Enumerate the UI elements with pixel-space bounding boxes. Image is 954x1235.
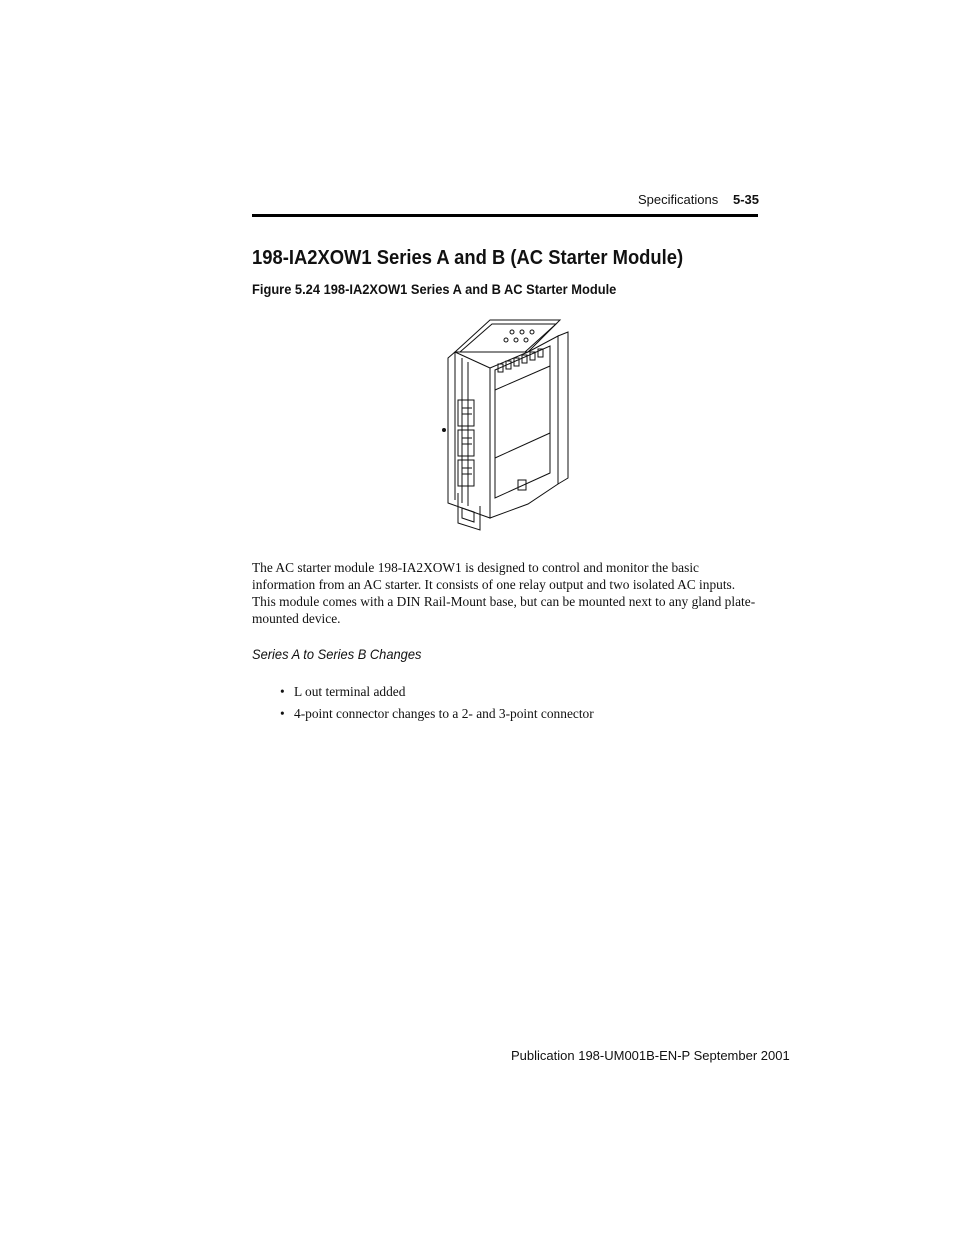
list-item-text: L out terminal added (294, 684, 406, 699)
list-item (280, 683, 594, 705)
figure-caption: Figure 5.24 198-IA2XOW1 Series A and B AC Starter Module (252, 281, 617, 297)
bullet-icon: • (280, 706, 285, 721)
list-item (280, 705, 594, 727)
list-item-text: 4-point connector changes to a 2- and 3-point connector (294, 706, 594, 721)
body-paragraph: The AC starter module 198-IA2XOW1 is designed to control and monitor the basic information from an AC starter. It consists of one relay output and two isolated AC inputs. This module comes with a DIN Rail-Mount base, but can be mounted next to any gland plate-mounted device. (252, 560, 756, 626)
running-header-section: Specifications (638, 192, 719, 207)
running-header-page-number: 5-35 (733, 192, 760, 207)
bullet-icon: • (280, 684, 285, 699)
publication-footer: Publication 198-UM001B-EN-P September 2001 (511, 1048, 790, 1063)
changes-list (280, 683, 594, 727)
section-heading: 198-IA2XOW1 Series A and B (AC Starter Module) (252, 247, 684, 269)
header-rule (252, 214, 758, 217)
ac-starter-module-illustration (440, 318, 570, 538)
subheading: Series A to Series B Changes (252, 646, 422, 662)
